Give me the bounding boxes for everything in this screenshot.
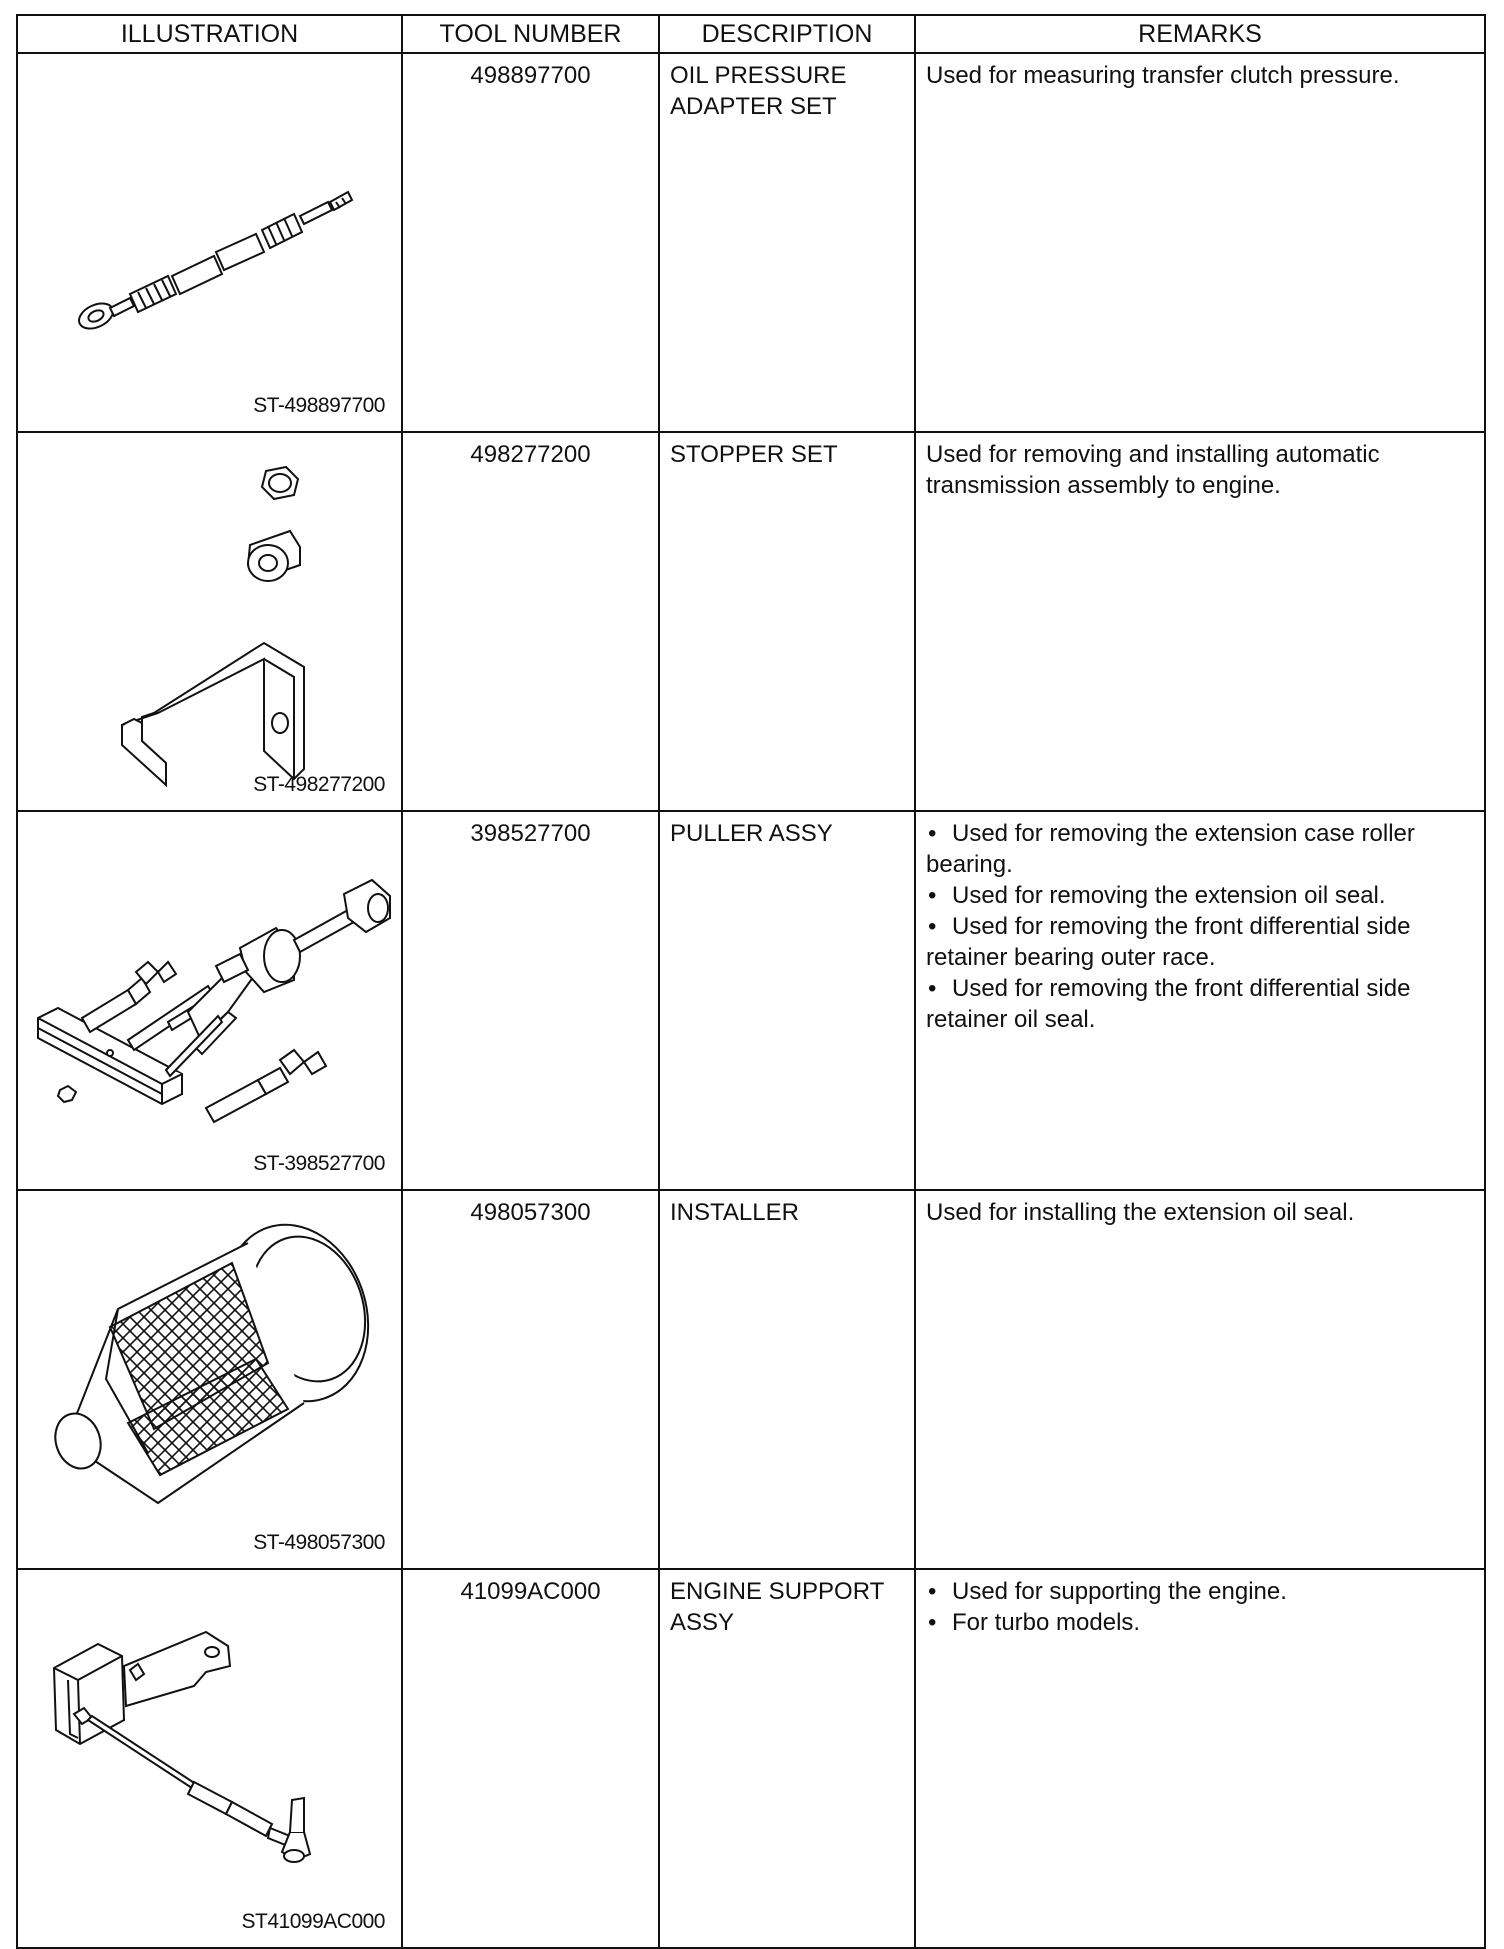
table-row [17,1569,1485,1948]
installer-illustration [18,1191,403,1562]
illustration-code: ST41099AC000 [241,1910,385,1933]
table-row [17,432,1485,811]
stopper-set-illustration [18,433,403,804]
remark-line: • Used for removing the front differential side retainer oil seal. [926,973,1474,1035]
remark-line: • For turbo models. [926,1607,1474,1638]
remark-line: • Used for removing the extension case roller bearing. [926,818,1474,880]
table-row [17,811,1485,1190]
remarks-cell [915,53,1485,432]
illustration-cell [17,53,402,432]
illustration-cell [17,1190,402,1569]
tool-number-cell: 498057300 [402,1190,659,1569]
illustration-cell [17,1569,402,1948]
header-illustration: ILLUSTRATION [17,15,402,53]
illustration-cell [17,432,402,811]
tool-number-cell: 41099AC000 [402,1569,659,1948]
remark-line: Used for removing and installing automatic transmission assembly to engine. [926,441,1380,499]
remarks-cell [915,1569,1485,1948]
header-remarks: REMARKS [915,15,1485,53]
puller-assy-illustration [18,812,403,1183]
illustration-code: ST-398527700 [253,1152,385,1175]
tool-number-cell: 398527700 [402,811,659,1190]
header-row [17,15,1485,53]
description-cell: INSTALLER [659,1190,915,1569]
oil-pressure-adapter-illustration [18,54,403,425]
remarks-cell [915,1190,1485,1569]
description-cell: ENGINE SUPPORT ASSY [659,1569,915,1948]
remarks-cell [915,432,1485,811]
description-cell: PULLER ASSY [659,811,915,1190]
table-row [17,53,1485,432]
table-row [17,1190,1485,1569]
tool-number-cell: 498277200 [402,432,659,811]
header-tool-number: TOOL NUMBER [402,15,659,53]
remark-line: Used for installing the extension oil seal. [926,1199,1355,1226]
header-description: DESCRIPTION [659,15,915,53]
tool-number-cell: 498897700 [402,53,659,432]
illustration-code: ST-498057300 [253,1531,385,1554]
remark-line: Used for measuring transfer clutch pressure. [926,62,1400,89]
remarks-cell [915,811,1485,1190]
illustration-code: ST-498277200 [253,773,385,796]
illustration-code: ST-498897700 [253,394,385,417]
special-tools-table [16,14,1486,1949]
description-cell: STOPPER SET [659,432,915,811]
description-cell: OIL PRESSURE ADAPTER SET [659,53,915,432]
illustration-cell [17,811,402,1190]
engine-support-illustration [18,1570,403,1941]
remark-line: • Used for supporting the engine. [926,1576,1474,1607]
remark-line: • Used for removing the front differential side retainer bearing outer race. [926,911,1474,973]
remark-line: • Used for removing the extension oil seal. [926,880,1474,911]
